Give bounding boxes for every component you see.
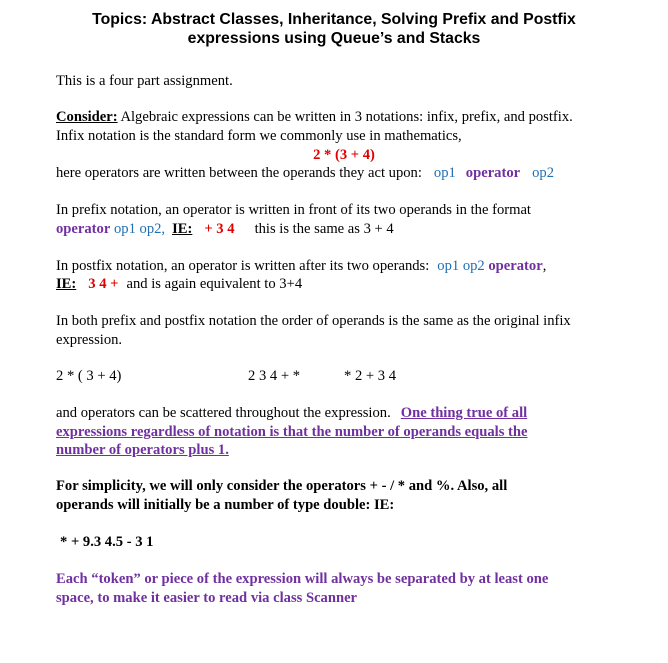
- postfix-op2-term: op2: [462, 258, 485, 274]
- prefix-line-2: [56, 220, 394, 238]
- consider-label: Consider:: [56, 109, 118, 125]
- postfix-operator-term: operator: [488, 258, 543, 274]
- prefix-ie-label: IE:: [172, 221, 193, 237]
- token-line-1: Each “token” or piece of the expression will always be separated by at least one: [56, 571, 549, 587]
- operand-rule-line-2: expressions regardless of notation is that the number of operands equals the: [56, 424, 528, 440]
- postfix-ie-label: IE:: [56, 276, 77, 292]
- postfix-line-2: [56, 275, 302, 293]
- postfix-tail-text: and is again equivalent to 3+4: [126, 276, 303, 292]
- prefix-op2-term: op2,: [139, 221, 166, 237]
- prefix-line-1: In prefix notation, an operator is written in front of its two operands in the format: [56, 202, 531, 218]
- intro-paragraph: This is a four part assignment.: [56, 73, 233, 89]
- infix-example-expression: 2 * (3 + 4): [313, 147, 375, 163]
- postfix-example-expression: 3 4 +: [88, 276, 119, 292]
- consider-line-2: Infix notation is the standard form we commonly use in mathematics,: [56, 128, 462, 144]
- prefix-tail-text: this is the same as 3 + 4: [254, 221, 394, 237]
- operator-term: operator: [465, 165, 521, 181]
- op1-term: op1: [433, 165, 456, 181]
- infix-example: [0, 146, 668, 164]
- scatter-text-1: and operators can be scattered throughout the expression.: [56, 405, 391, 421]
- prefix-sample: * 2 + 3 4: [344, 368, 397, 384]
- title-line-1: Topics: Abstract Classes, Inheritance, Solving Prefix and Postfix: [92, 11, 576, 28]
- scatter-line-1: [56, 404, 527, 422]
- postfix-sample: 2 3 4 + *: [248, 368, 301, 384]
- postfix-line-1: [56, 257, 546, 275]
- order-line-2: expression.: [56, 332, 123, 348]
- sample-expression: * + 9.3 4.5 - 3 1: [60, 534, 154, 550]
- operand-rule-start: One thing true of all: [400, 405, 528, 421]
- consider-line-1: [56, 108, 573, 126]
- postfix-text-1: In postfix notation, an operator is written after its two operands:: [56, 258, 430, 274]
- consider-text-1: Algebraic expressions can be written in 3 notations: infix, prefix, and postfix.: [117, 109, 573, 125]
- document-title: [0, 10, 668, 48]
- consider-text-3: here operators are written between the operands they act upon:: [56, 165, 422, 181]
- token-line-2: space, to make it easier to read via class Scanner: [56, 590, 358, 606]
- postfix-op1-term: op1: [437, 258, 460, 274]
- order-line-1: In both prefix and postfix notation the order of operands is the same as the original infix: [56, 313, 571, 329]
- operand-rule-line-3: number of operators plus 1.: [56, 442, 229, 458]
- prefix-example-expression: + 3 4: [204, 221, 235, 237]
- op2-term: op2: [532, 165, 554, 181]
- title-line-2: expressions using Queue’s and Stacks: [187, 30, 481, 47]
- consider-line-3: [56, 164, 554, 182]
- simplicity-line-1: For simplicity, we will only consider the operators + - / * and %. Also, all: [56, 478, 508, 494]
- prefix-op1-term: op1: [113, 221, 136, 237]
- simplicity-line-2: operands will initially be a number of type double: IE:: [56, 497, 395, 513]
- infix-sample: 2 * ( 3 + 4): [56, 368, 122, 384]
- postfix-comma: ,: [542, 258, 547, 274]
- prefix-operator-term: operator: [56, 221, 111, 237]
